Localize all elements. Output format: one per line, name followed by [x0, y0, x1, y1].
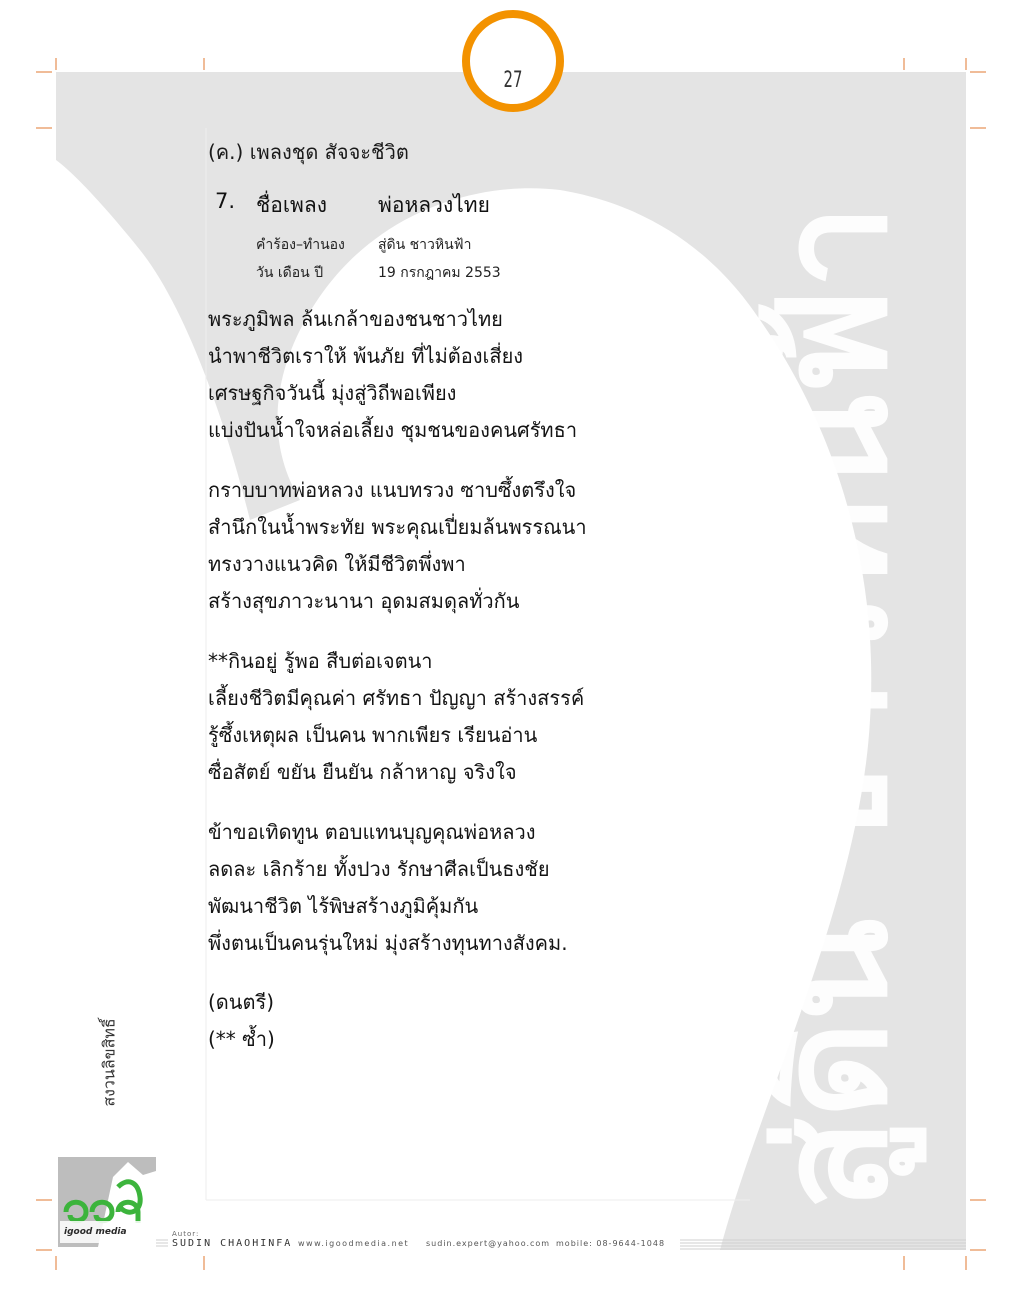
lyric-line: พระภูมิพล ล้นเกล้าของชนชาวไทย — [208, 307, 503, 331]
footer-autor-label: Autor: — [172, 1230, 200, 1238]
footer-author-name: SUDIN CHAOHINFA — [172, 1238, 293, 1249]
footer-website[interactable]: www.igoodmedia.net — [298, 1239, 410, 1248]
lyric-line: (** ซ้ำ) — [208, 1027, 275, 1051]
lyric-line: รู้ซึ้งเหตุผล เป็นคน พากเพียร เรียนอ่าน — [208, 723, 538, 747]
date-value: 19 กรกฎาคม 2553 — [378, 265, 501, 281]
verse-4 — [208, 814, 568, 962]
page-number: 27 — [503, 68, 523, 93]
lyric-line: นำพาชีวิตเราให้ พ้นภัย ที่ไม่ต้องเสี่ยง — [208, 344, 524, 368]
lyric-line: กราบบาทพ่อหลวง แนบทรวง ซาบซึ้งตรึงใจ — [208, 478, 577, 502]
page-number-circle — [462, 10, 564, 112]
verse-1 — [208, 301, 577, 449]
lyric-line: สำนึกในน้ำพระทัย พระคุณเปี่ยมล้นพรรณนา — [208, 515, 587, 539]
logo-brand-text: igood media — [64, 1227, 127, 1237]
credit-value: สู่ดิน ชาวหินฟ้า — [378, 237, 472, 253]
lyric-line: พึ่งตนเป็นคนรุ่นใหม่ มุ่งสร้างทุนทางสังคม. — [208, 931, 568, 955]
lyric-line: สร้างสุขภาวะนานา อุดมสมดุลทั่วกัน — [208, 589, 520, 613]
lyric-line: (ดนตรี) — [208, 990, 274, 1014]
lyric-line: พัฒนาชีวิต ไร้พิษสร้างภูมิคุ้มกัน — [208, 894, 479, 918]
credit-label: คำร้อง–ทำนอง — [256, 237, 345, 253]
copyright-label: สงวนลิขสิทธิ์ — [99, 1018, 119, 1107]
date-label: วัน เดือน ปี — [256, 265, 324, 281]
lyric-line: ทรงวางแนวคิด ให้มีชีวิตพึ่งพา — [208, 552, 466, 576]
watermark-text: สู่ดิน ชาวหินฟ้า — [747, 204, 921, 1210]
lyric-line: แบ่งปันน้ำใจหล่อเลี้ยง ชุมชนของคนศรัทธา — [208, 418, 578, 442]
footer-email[interactable]: sudin.expert@yahoo.com — [426, 1239, 551, 1248]
igood-media-logo — [58, 1157, 156, 1247]
lyric-line: เลี้ยงชีวิตมีคุณค่า ศรัทธา ปัญญา สร้างสรรค์ — [208, 686, 585, 710]
lyric-line: ลดละ เลิกร้าย ทั้งปวง รักษาศีลเป็นธงชัย — [208, 857, 550, 881]
section-heading: (ค.) เพลงชุด สัจจะชีวิต — [208, 140, 409, 164]
song-title: พ่อหลวงไทย — [378, 193, 490, 217]
song-number: 7. — [215, 189, 236, 213]
verse-5-notes — [208, 984, 275, 1058]
lyric-line: ข้าขอเทิดทูน ตอบแทนบุญคุณพ่อหลวง — [208, 820, 536, 844]
verse-2 — [208, 472, 587, 620]
lyric-line: เศรษฐกิจวันนี้ มุ่งสู่วิถีพอเพียง — [208, 381, 457, 405]
lyric-line: ซื่อสัตย์ ขยัน ยืนยัน กล้าหาญ จริงใจ — [208, 760, 517, 784]
lyric-line: **กินอยู่ รู้พอ สืบต่อเจตนา — [208, 649, 433, 673]
footer-mobile: mobile: 08-9644-1048 — [556, 1239, 666, 1248]
song-label: ชื่อเพลง — [256, 193, 328, 217]
verse-3-chorus — [208, 643, 584, 791]
